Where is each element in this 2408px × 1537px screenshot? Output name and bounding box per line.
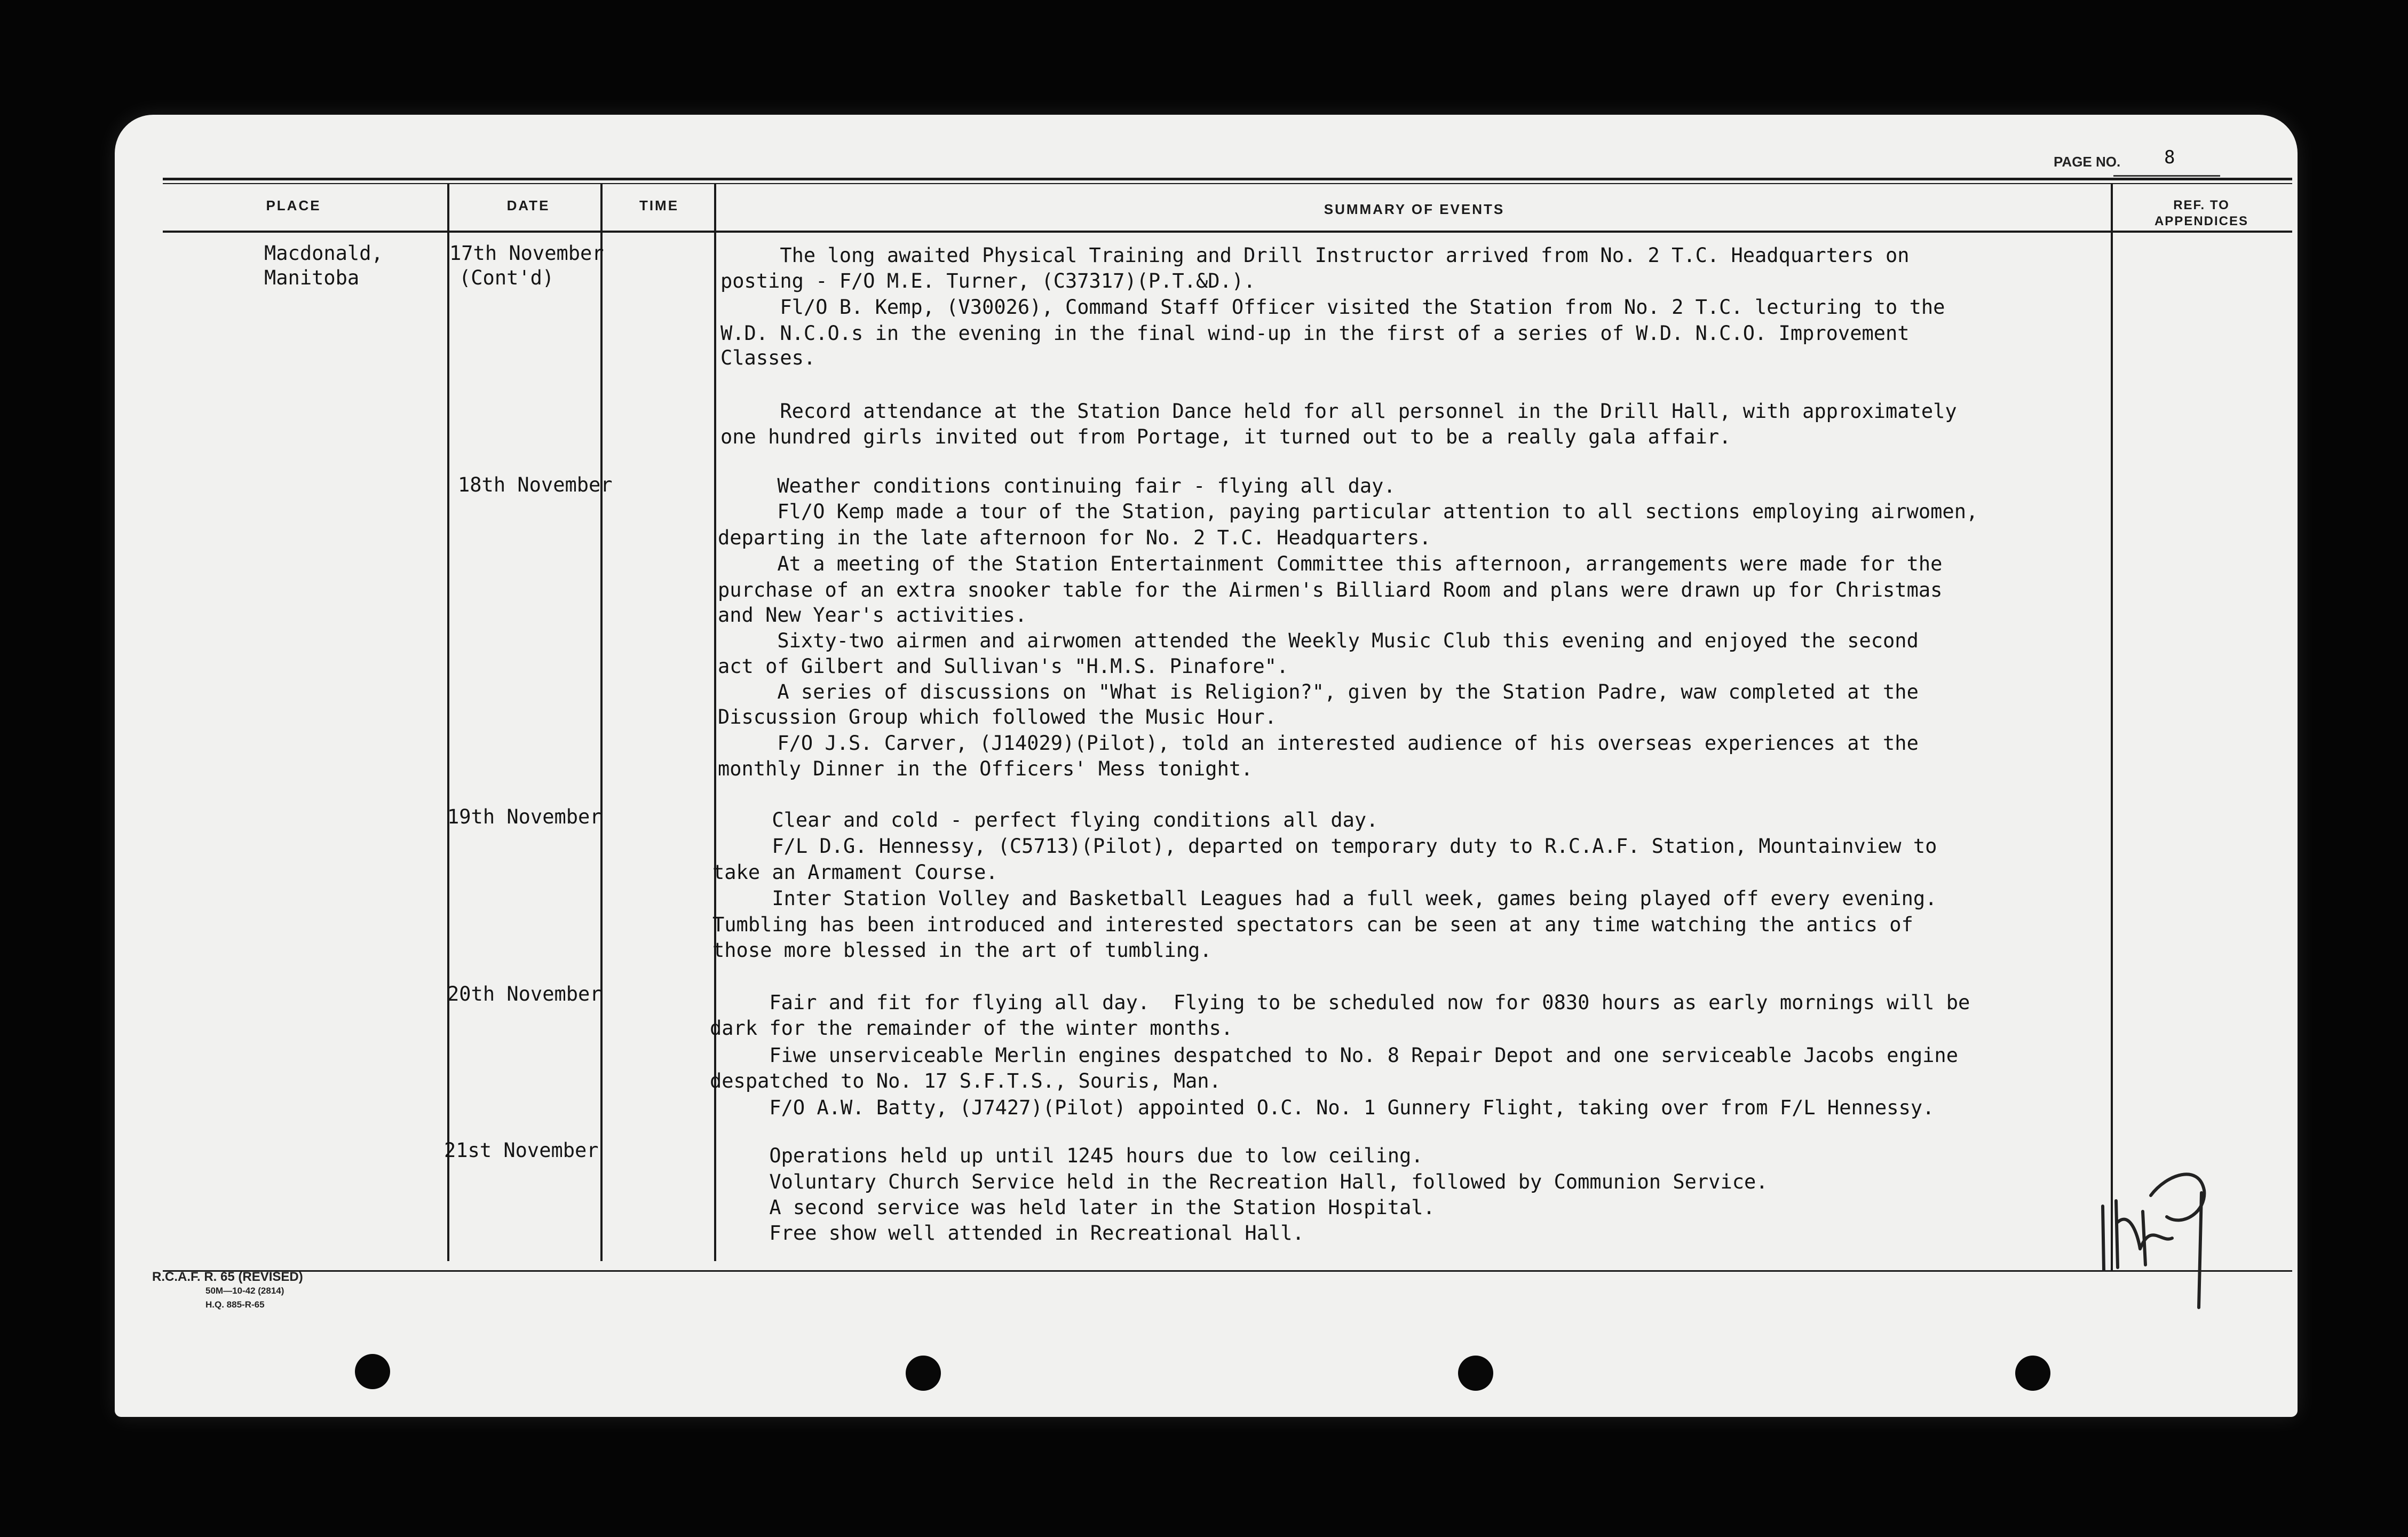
summary-line: those more blessed in the art of tumbling. [712,939,1212,962]
punch-hole [2015,1356,2050,1391]
summary-line: departing in the late afternoon for No. 2 T.C. Headquarters. [718,526,1431,549]
page-number-underline [2113,175,2220,177]
page-number: 8 [2164,147,2175,168]
date-entry: 18th November [458,473,613,496]
date-entry: 20th November [447,983,602,1005]
date-entry: 19th November [447,805,602,828]
footer-rule [163,1270,2292,1272]
summary-line: Weather conditions continuing fair - flying all day. [718,474,1396,497]
column-header-ref: REF. TO APPENDICES [2154,198,2249,228]
summary-line: despatched to No. 17 S.F.T.S., Souris, Man. [710,1069,1221,1092]
column-header-place: PLACE [266,197,321,213]
column-divider-summary-ref [2111,183,2113,1272]
summary-line: Record attendance at the Station Dance held for all personnel in the Drill Hall, with approximately [720,400,1957,423]
header-top-rule [163,178,2292,180]
summary-line: take an Armament Course. [712,861,998,884]
summary-line: Operations held up until 1245 hours due to low ceiling. [710,1144,1423,1167]
punch-hole [355,1354,390,1389]
summary-line: A series of discussions on "What is Religion?", given by the Station Padre, waw completed at the [718,680,1919,703]
page-number-label: PAGE NO. [2054,154,2121,170]
summary-line: Voluntary Church Service held in the Recreation Hall, followed by Communion Service. [710,1170,1768,1193]
summary-line: dark for the remainder of the winter months. [710,1017,1233,1040]
date-entry-continued: (Cont'd) [459,266,555,289]
summary-line: monthly Dinner in the Officers' Mess tonight. [718,757,1253,780]
column-divider-date-time [600,183,603,1261]
punch-hole [906,1356,941,1391]
header-top-rule-thin [163,183,2292,184]
summary-line: Inter Station Volley and Basketball Leagues had a full week, games being played off every evening. [712,887,1937,910]
form-identifier-line: 50M—10-42 (2814) [205,1286,284,1296]
summary-line: Tumbling has been introduced and interested spectators can be seen at any time watching the antics of [712,913,1913,936]
column-header-time: TIME [639,197,679,213]
summary-line: The long awaited Physical Training and Drill Instructor arrived from No. 2 T.C. Headquarters on [720,244,1910,267]
summary-line: A second service was held later in the Station Hospital. [710,1196,1435,1219]
summary-line: purchase of an extra snooker table for the Airmen's Billiard Room and plans were drawn up for Christmas [718,579,1943,601]
summary-line: Sixty-two airmen and airwomen attended the Weekly Music Club this evening and enjoyed the second [718,629,1919,652]
form-identifier-line: R.C.A.F. R. 65 (REVISED) [152,1270,303,1284]
punch-hole [1458,1356,1493,1391]
summary-line: act of Gilbert and Sullivan's "H.M.S. Pinafore". [718,655,1289,678]
form-identifier-line: H.Q. 885-R-65 [205,1300,265,1310]
summary-line: Fl/O B. Kemp, (V30026), Command Staff Officer visited the Station from No. 2 T.C. lecturing to the [720,296,1945,319]
summary-line: F/L D.G. Hennessy, (C5713)(Pilot), departed on temporary duty to R.C.A.F. Station, Mountainview to [712,835,1937,858]
place-line: Macdonald, [264,242,383,265]
column-header-date: DATE [506,197,550,213]
summary-line: posting - F/O M.E. Turner, (C37317)(P.T.&D.). [720,270,1256,292]
date-entry: 17th November [449,242,604,265]
summary-line: Discussion Group which followed the Music Hour. [718,706,1277,728]
summary-line: Fair and fit for flying all day. Flying to be scheduled now for 0830 hours as early mornings will be [710,991,1970,1014]
summary-line: F/O J.S. Carver, (J14029)(Pilot), told an interested audience of his overseas experiences at the [718,732,1919,755]
summary-line: Fiwe unserviceable Merlin engines despatched to No. 8 Repair Depot and one serviceable Jacobs engine [710,1044,1958,1067]
summary-line: Free show well attended in Recreational Hall. [710,1222,1304,1245]
column-header-summary: SUMMARY OF EVENTS [1324,201,1505,217]
date-entry: 21st November [444,1139,599,1162]
summary-line: F/O A.W. Batty, (J7427)(Pilot) appointed O.C. No. 1 Gunnery Flight, taking over from F/L Hennessy. [710,1096,1935,1119]
form-identifier [152,1270,303,1312]
header-bottom-rule [163,231,2292,233]
summary-line: one hundred girls invited out from Portage, it turned out to be a really gala affair. [720,425,1731,448]
place-line: Manitoba [264,266,360,289]
summary-line: W.D. N.C.O.s in the evening in the final wind-up in the first of a series of W.D. N.C.O. Improvement [720,322,1910,345]
summary-line: Fl/O Kemp made a tour of the Station, paying particular attention to all sections employing airwomen, [718,500,1978,523]
summary-line: Classes. [720,346,816,369]
summary-line: and New Year's activities. [718,604,1027,627]
handwritten-initials [2092,1142,2252,1313]
column-divider-place-date [447,183,449,1261]
summary-line: Clear and cold - perfect flying conditions all day. [712,809,1379,831]
summary-line: At a meeting of the Station Entertainment Committee this afternoon, arrangements were made for the [718,552,1943,575]
